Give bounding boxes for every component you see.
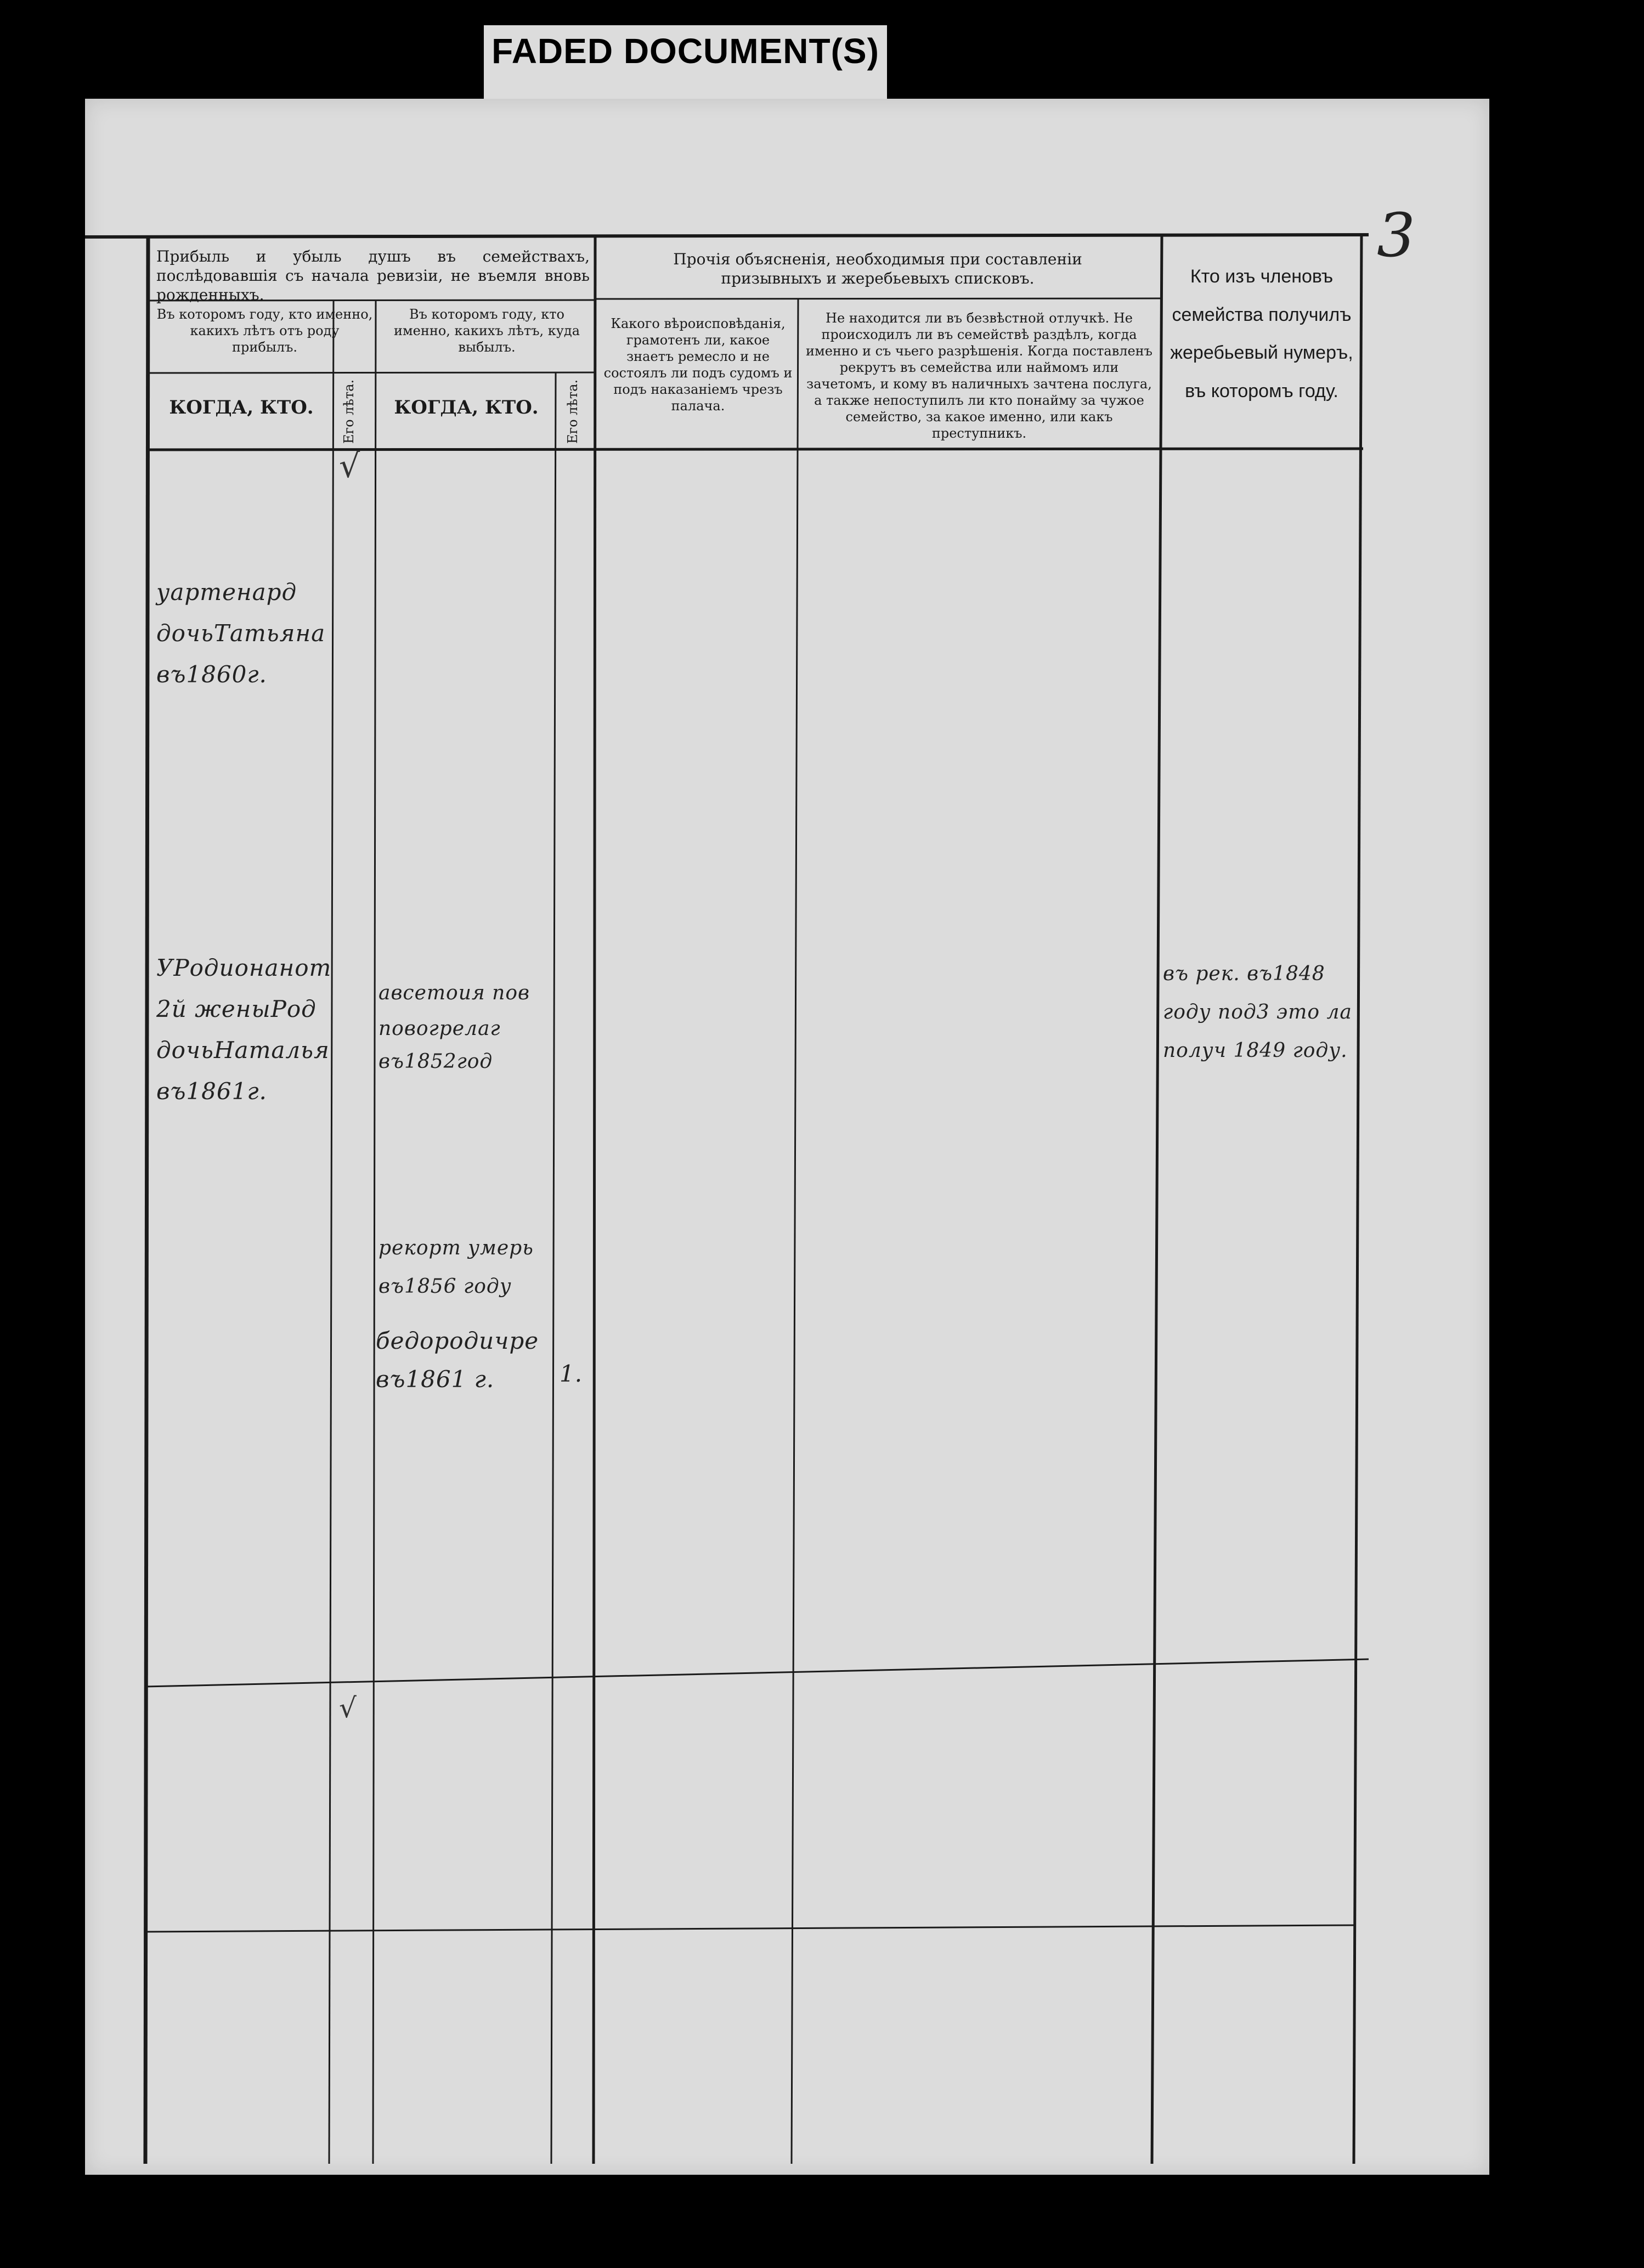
header-gain-loss-group: Прибыль и убыль душъ въ семействахъ, послѣдовавшія съ начала ревизіи, не въемля вновь рожденныхъ. xyxy=(156,247,590,304)
header-age-1: Его лѣта. xyxy=(341,379,357,444)
header-age-2: Его лѣта. xyxy=(565,379,580,444)
entry-lot-line-2: году под3 это ла xyxy=(1163,1001,1352,1023)
check-mark-bottom: √ xyxy=(339,1692,357,1724)
banner-label: FADED DOCUMENT(S) xyxy=(491,31,879,71)
header-absence-col: Не находится ли въ безвѣстной отлучкѣ. Не происходилъ ли въ семействѣ раздѣлъ, когда именно и съ чьего разрѣшенія. Когда поставленъ рекрутъ въ семейства или наймомъ или зачетомъ, и кому въ наличныхъ зачтена послуга, а также непоступилъ ли кто понаймy за чужое семейство, за какое именно, или какъ преступникъ. xyxy=(806,310,1153,441)
entry-loss-2-line-1: рекорт умерь xyxy=(378,1237,534,1259)
page-number: 3 xyxy=(1377,200,1415,270)
entry-loss-2-line-2: въ1856 году xyxy=(378,1275,512,1298)
entry-loss-1-line-3: въ1852год xyxy=(378,1050,493,1073)
entry-lot-line-3: получ 1849 году. xyxy=(1163,1039,1348,1062)
entry-gain-2-line-2: 2й женыРод xyxy=(156,996,317,1022)
header-gain-sub: Въ которомъ году, кто именно, какихъ лѣтъ отъ роду прибылъ. xyxy=(156,307,373,355)
entry-loss-3-age: 1. xyxy=(560,1360,583,1387)
entry-gain-1-line-2: дочьТатьяна xyxy=(156,620,326,647)
entry-gain-2-line-4: въ1861г. xyxy=(156,1078,267,1105)
header-when-who-2: КОГДА, КТО. xyxy=(394,397,539,418)
entry-gain-1-line-1: уартенард xyxy=(156,579,297,606)
entry-loss-3-line-1: бедородичре xyxy=(376,1327,539,1354)
entry-loss-1-line-2: повогрелаг xyxy=(378,1017,501,1040)
entry-lot-line-1: въ рек. въ1848 xyxy=(1163,963,1325,985)
entry-loss-1-line-1: авсетоия пов xyxy=(378,982,530,1004)
header-religion-col: Какого вѣроисповѣданія, грамотенъ ли, какое знаетъ ремесло и не состоялъ ли подъ судомъ и подъ наказаніемъ чрезъ палача. xyxy=(603,316,793,414)
header-loss-sub: Въ которомъ году, кто именно, какихъ лѣтъ, куда выбылъ. xyxy=(393,307,580,355)
check-mark-top: √ xyxy=(339,447,360,485)
entry-gain-2-line-1: УРодионанот xyxy=(156,954,332,981)
header-when-who-1: КОГДА, КТО. xyxy=(169,397,314,418)
header-lot-col: Кто изъ членовъ семейства получилъ жеребьевый нумеръ, въ которомъ году. xyxy=(1170,266,1353,402)
header-other-group: Прочія объясненія, необходимыя при составленіи призывныхъ и жеребьевыхъ списковъ. xyxy=(673,250,1082,287)
entry-gain-1-line-3: въ1860г. xyxy=(156,661,267,688)
entry-gain-2-line-3: дочьНаталья xyxy=(156,1037,330,1064)
entry-loss-3-line-2: въ1861 г. xyxy=(376,1366,495,1393)
